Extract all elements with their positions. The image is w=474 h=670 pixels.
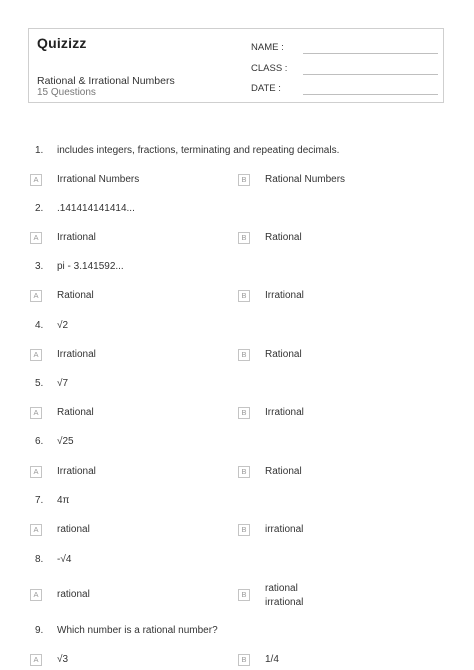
option-text: Rational Numbers bbox=[265, 174, 346, 185]
question-number: 1. bbox=[35, 145, 44, 156]
option-letter-box: B bbox=[238, 349, 250, 361]
question-text: -√4 bbox=[57, 554, 72, 565]
option-text: Irrational bbox=[265, 407, 304, 418]
option-letter-box: A bbox=[30, 174, 42, 186]
name-line bbox=[303, 53, 438, 54]
question-number: 8. bbox=[35, 554, 44, 565]
option-letter-box: A bbox=[30, 524, 42, 536]
option-text: irrational bbox=[265, 524, 304, 535]
quizizz-logo: Quizizz bbox=[37, 35, 87, 51]
question-text: √2 bbox=[57, 320, 69, 331]
option-text-line-1: rational bbox=[265, 583, 298, 594]
question-text: includes integers, fractions, terminating and repeating decimals. bbox=[57, 145, 340, 156]
name-label: NAME : bbox=[251, 42, 284, 53]
option-letter-box: A bbox=[30, 232, 42, 244]
date-label: DATE : bbox=[251, 83, 281, 94]
option-text: Irrational Numbers bbox=[57, 174, 140, 185]
question-text: √7 bbox=[57, 378, 69, 389]
option-text: Rational bbox=[57, 407, 94, 418]
date-line bbox=[303, 94, 438, 95]
option-letter-box: A bbox=[30, 654, 42, 666]
option-letter-box: B bbox=[238, 407, 250, 419]
question-number: 9. bbox=[35, 625, 44, 636]
question-number: 7. bbox=[35, 495, 44, 506]
question-text: Which number is a rational number? bbox=[57, 625, 218, 636]
option-text: rational bbox=[57, 589, 90, 600]
question-text: .141414141414... bbox=[57, 203, 135, 214]
option-text: 1/4 bbox=[265, 654, 279, 665]
question-number: 4. bbox=[35, 320, 44, 331]
option-text-line-2: irrational bbox=[265, 597, 304, 608]
option-text: rational bbox=[57, 524, 90, 535]
option-text: Rational bbox=[57, 290, 94, 301]
question-number: 2. bbox=[35, 203, 44, 214]
option-text: Rational bbox=[265, 466, 302, 477]
option-letter-box: B bbox=[238, 466, 250, 478]
option-text: Irrational bbox=[57, 349, 96, 360]
worksheet-header bbox=[28, 28, 444, 103]
option-letter-box: A bbox=[30, 407, 42, 419]
option-text bbox=[265, 582, 303, 610]
question-number: 5. bbox=[35, 378, 44, 389]
option-letter-box: A bbox=[30, 290, 42, 302]
option-text: Irrational bbox=[57, 232, 96, 243]
option-text: Irrational bbox=[265, 290, 304, 301]
question-text: 4π bbox=[57, 495, 70, 506]
option-letter-box: B bbox=[238, 654, 250, 666]
class-label: CLASS : bbox=[251, 63, 288, 74]
worksheet-title: Rational & Irrational Numbers bbox=[37, 75, 175, 87]
class-line bbox=[303, 74, 438, 75]
question-text: pi - 3.141592... bbox=[57, 261, 124, 272]
option-text: Irrational bbox=[57, 466, 96, 477]
option-letter-box: B bbox=[238, 589, 250, 601]
option-text: Rational bbox=[265, 232, 302, 243]
question-number: 6. bbox=[35, 436, 44, 447]
option-text: √3 bbox=[57, 654, 69, 665]
option-letter-box: B bbox=[238, 174, 250, 186]
question-number: 3. bbox=[35, 261, 44, 272]
option-letter-box: A bbox=[30, 589, 42, 601]
option-text: Rational bbox=[265, 349, 302, 360]
option-letter-box: B bbox=[238, 524, 250, 536]
option-letter-box: A bbox=[30, 349, 42, 361]
option-letter-box: B bbox=[238, 290, 250, 302]
question-count: 15 Questions bbox=[37, 87, 96, 98]
option-letter-box: B bbox=[238, 232, 250, 244]
option-letter-box: A bbox=[30, 466, 42, 478]
question-text: √25 bbox=[57, 436, 74, 447]
